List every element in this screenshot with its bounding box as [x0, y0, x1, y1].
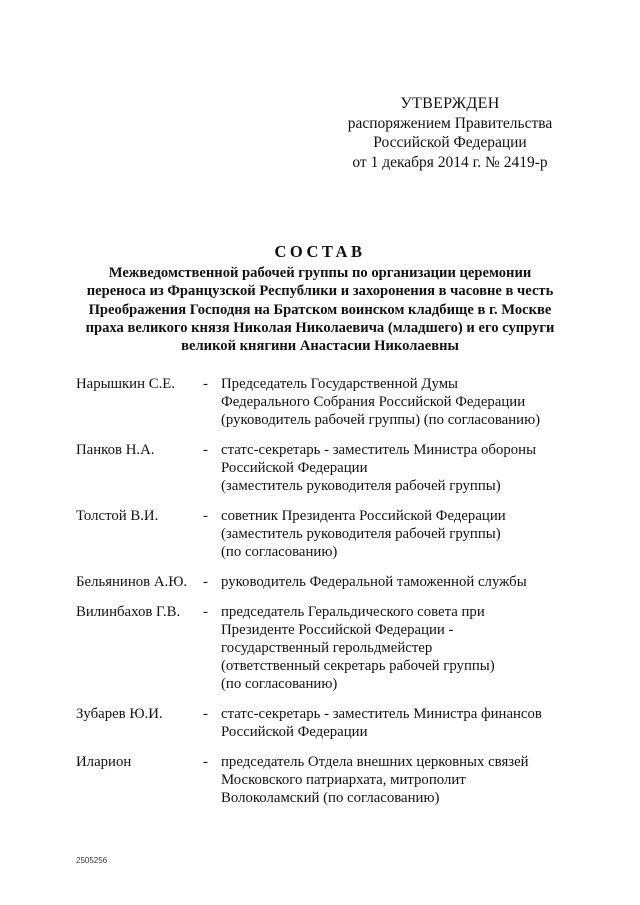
member-role — [221, 603, 596, 693]
role-line: председатель Отдела внешних церковных связей — [221, 754, 529, 770]
member-row — [76, 705, 596, 741]
role-line: (заместитель руководителя рабочей группы) — [221, 526, 501, 542]
title-line: великой княгини Анастасии Николаевны — [181, 338, 459, 355]
member-role — [221, 441, 596, 495]
member-role — [221, 573, 596, 591]
dash-separator: - — [203, 574, 208, 590]
title-line: переноса из Французской Республики и захоронения в часовне в честь — [86, 283, 554, 300]
role-line: председатель Геральдического совета при — [221, 604, 485, 620]
member-name: Нарышкин С.Е. — [76, 376, 176, 392]
member-role — [221, 753, 596, 807]
role-line: статс-секретарь - заместитель Министра обороны — [221, 442, 537, 458]
approval-line: распоряжением Правительства — [347, 114, 553, 132]
document-title — [40, 242, 600, 355]
role-line: руководитель Федеральной таможенной службы — [221, 574, 527, 590]
member-role — [221, 375, 596, 429]
role-line: советник Президента Российской Федерации — [221, 508, 506, 524]
role-line: статс-секретарь - заместитель Министра финансов — [221, 706, 542, 722]
approval-stamp — [330, 94, 570, 172]
role-line: Председатель Государственной Думы — [221, 376, 458, 392]
member-name: Панков Н.А. — [76, 442, 155, 458]
members-list — [76, 375, 596, 807]
member-role — [221, 507, 596, 561]
dash-separator: - — [203, 508, 208, 524]
member-name: Толстой В.И. — [76, 508, 159, 524]
member-row — [76, 441, 596, 495]
role-line: (ответственный секретарь рабочей группы) — [221, 658, 495, 674]
member-row — [76, 603, 596, 693]
member-name: Бельянинов А.Ю. — [76, 574, 188, 590]
member-row — [76, 753, 596, 807]
dash-separator: - — [203, 442, 208, 458]
member-row — [76, 375, 596, 429]
dash-separator: - — [203, 376, 208, 392]
approval-line: от 1 декабря 2014 г. № 2419-р — [352, 153, 548, 171]
role-line: Президенте Российской Федерации - — [221, 622, 454, 638]
role-line: Московского патриархата, митрополит — [221, 772, 466, 788]
role-line: (заместитель руководителя рабочей группы) — [221, 478, 501, 494]
dash-separator: - — [203, 706, 208, 722]
role-line: Волоколамский (по согласованию) — [221, 790, 440, 806]
role-line: Федерального Собрания Российской Федерации — [221, 394, 526, 410]
dash-separator: - — [203, 604, 208, 620]
role-line: (руководитель рабочей группы) (по согласованию) — [221, 412, 541, 428]
member-name: Вилинбахов Г.В. — [76, 604, 181, 620]
role-line: (по согласованию) — [221, 544, 338, 560]
document-code: 2505256 — [76, 856, 108, 865]
member-row — [76, 573, 596, 591]
title-line: Преображения Господня на Братском воинском кладбище в г. Москве — [88, 301, 552, 318]
member-row — [76, 507, 596, 561]
role-line: государственный герольдмейстер — [221, 640, 433, 656]
role-line: Российской Федерации — [221, 724, 368, 740]
member-role — [221, 705, 596, 741]
member-name: Зубарев Ю.И. — [76, 706, 163, 722]
role-line: (по согласованию) — [221, 676, 338, 692]
approval-heading: УТВЕРЖДЕН — [400, 95, 500, 112]
approval-line: Российской Федерации — [373, 134, 527, 151]
title-line: Межведомственной рабочей группы по организации церемонии — [108, 265, 532, 281]
role-line: Российской Федерации — [221, 460, 368, 476]
member-name: Иларион — [76, 754, 132, 770]
title-line: праха великого князя Николая Николаевича (младшего) и его супруги — [85, 319, 555, 336]
dash-separator: - — [203, 754, 208, 770]
title-main: СОСТАВ — [274, 242, 366, 261]
